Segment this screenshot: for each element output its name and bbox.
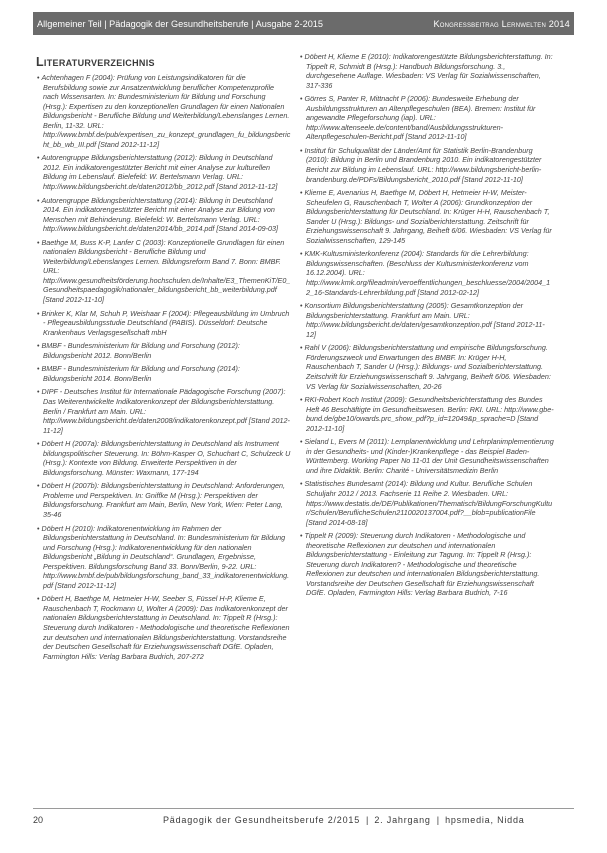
- reference-item: • Döbert H, Klieme E (2010): Indikatorengestützte Bildungsberichterstattung. In: Tippelt R, Schmidt B (Hrsg.): Handbuch Bildungsforschung. 3., durchgesehene Auflage. Wiesbaden: VS Verlag für Sozialwissenschaften, 317-336: [300, 52, 554, 90]
- header-left: Allgemeiner Teil | Pädagogik der Gesundheitsberufe | Ausgabe 2-2015: [37, 18, 324, 29]
- reference-item: • BMBF - Bundesministerium für Bildung und Forschung (2012): Bildungsbericht 2012. Bonn/Berlin: [37, 341, 291, 360]
- reference-item: • Döbert H (2007a): Bildungsberichterstattung in Deutschland als Instrument bildungspolitischer Steuerung. In: Böhm-Kasper O, Schuchart C, Schulzeck U (Hrsg.): Kontexte von Bildung. Erweiterte Perspektiven in der Bildungsforschung. Münster: Waxmann, 177-194: [37, 439, 291, 477]
- reference-item: • Institut für Schulqualität der Länder/Amt für Statistik Berlin-Brandenburg (2010): Bildung in Berlin und Brandenburg 2010. Ein indikatorengestützter Bericht zur Bildung im Lebenslauf. URL: http://www.bildungsbericht-berlin-brandenburg.de/PDFs/Bildungsbericht_2010.pdf [Stand 2012-11-10]: [300, 146, 554, 184]
- footer-separator: |: [366, 815, 369, 825]
- reference-item: • Klieme E, Avenarius H, Baethge M, Döbert H, Hetmeier H-W, Meister-Scheufelen G, Rauschenbach T, Wolter A (2006): Grundkonzeption der Bildungsberichterstattung für Deutschland. In: Krüger H-H, Rauschenbach T, Sander U (Hrsg.): Bildungs- und Sozialberichterstattung. Zeitschrift für Erziehungswissenschaft 9. Jahrgang, Beiheft 6/06. Wiesbaden: VS Verlag für Sozialwissenschaften, 129-145: [300, 188, 554, 245]
- reference-item: • BMBF - Bundesministerium für Bildung und Forschung (2014): Bildungsbericht 2014. Bonn/Berlin: [37, 364, 291, 383]
- reference-item: • Rahl V (2006): Bildungsberichterstattung und empirische Bildungsforschung. Förderungszweck und Erwartungen des BMBF. In: Krüger H-H, Rauschenbach T, Sander U (Hrsg.): Bildungs- und Sozialberichterstattung. Zeitschrift für Erziehungswissenschaft 9. Jahrgang, Beiheft 6/06. Wiesbaden: VS Verlag für Sozialwissenschaften, 20-26: [300, 343, 554, 391]
- references-left-column: [37, 73, 291, 665]
- section-title: Literaturverzeichnis: [36, 55, 155, 69]
- footer-separator: |: [436, 815, 440, 825]
- reference-item: • RKI-Robert Koch Institut (2009): Gesundheitsberichterstattung des Bundes Heft 46 Beschäftigte im Gesundheitswesen. Berlin: RKI. URL: http://www.gbe-bund.de/gbe10/owards.prc_show_pdf?p_id=12049&p_sprache=D [Stand 2012-11-10]: [300, 395, 554, 433]
- reference-item: • Autorengruppe Bildungsberichterstattung (2012): Bildung in Deutschland 2012. Ein indikatorengestützter Bericht mit einer Analyse zur kulturellen Bildung im Lebenslauf. Bielefeld: W. Bertelsmann Verlag. URL: http://www.bildungsbericht.de/daten2012/bb_2012.pdf [Stand 2012-11-12]: [37, 153, 291, 191]
- running-header: [33, 12, 574, 35]
- publisher-label: hpsmedia, Nidda: [445, 815, 525, 825]
- reference-item: • Döbert H (2010): Indikatorenentwicklung im Rahmen der Bildungsberichterstattung in Deutschland. In: Bundesministerium für Bildung und Forschung (Hrsg.): Indikatorenentwicklung für den nationalen Bildungsbericht „Bildung in Deutschland“. Grundlagen, Ergebnisse, Perspektiven. Bildungsforschung Band 33. Bonn/Berlin, 9-22. URL: http://www.bmbf.de/pub/bildungsforschung_band_33_indikatorenentwicklung.pdf [Stand 2012-11-12]: [37, 524, 291, 591]
- page-number: 20: [33, 815, 44, 825]
- reference-item: • Achtenhagen F (2004): Prüfung von Leistungsindikatoren für die Berufsbildung sowie zur Ansatzentwicklung beruflicher Kompetenzprofile nach Wissensarten. In: Bundesministerium für Bildung und Forschung (Hrsg.): Expertisen zu den konzeptionellen Grundlagen für einen Nationalen Bildungsbericht - Berufliche Bildung und Weiterbildung/Lebenslanges Lernen. Berlin, 11-32. URL: http://www.bmbf.de/pub/expertisen_zu_konzept_grundlagen_fu_bildungsbericht_bb_wb_III.pdf [Stand 2012-11-12]: [37, 73, 291, 149]
- reference-item: • DIPF - Deutsches Institut für Internationale Pädagogische Forschung (2007): Das Weiterentwickelte Indikatorenkonzept der Bildungsberichterstattung. Berlin / Frankfurt am Main. URL: http://www.bildungsbericht.de/daten2008/indikatorenkonzept.pdf [Stand 2012-11-12]: [37, 387, 291, 435]
- reference-item: • KMK-Kultusministerkonferenz (2004): Standards für die Lehrerbildung: Bildungswissenschaften. (Beschluss der Kultusministerkonferenz vom 16.12.2004). URL: http://www.kmk.org/fileadmin/veroeffentlichungen_beschluesse/2004/2004_12_16-Standards-Lehrerbildung.pdf [Stand 2012-02-12]: [300, 249, 554, 297]
- reference-item: • Baethge M, Buss K-P, Lanfer C (2003): Konzeptionelle Grundlagen für einen nationalen Bildungsbericht - Berufliche Bildung und Weiterbildung/Lebenslanges Lernen. Bildungsreform Band 7. Bonn: BMBF. URL: http://www.gesundheitsförderung.hochschulen.de/Inhalte/E3_ThemenKiT/E0_Gesundheitspaedagogik/nationaler_bildungsbericht_bb_weiterbildung.pdf [Stand 2012-11-10]: [37, 238, 291, 305]
- footer-divider: [33, 808, 574, 809]
- volume-label: 2. Jahrgang: [374, 815, 431, 825]
- reference-item: • Statistisches Bundesamt (2014): Bildung und Kultur. Berufliche Schulen Schuljahr 2012 / 2013. Fachserie 11 Reihe 2. Wiesbaden. URL: https://www.destatis.de/DE/Publikationen/Thematisch/BildungForschungKultur/Schulen/BeruflicheSchulen2110020137004.pdf?__blob=publicationFile [Stand 2014-08-18]: [300, 479, 554, 527]
- reference-item: • Döbert H (2007b): Bildungsberichterstattung in Deutschland: Anforderungen, Probleme und Perspektiven. In: Gniffke M (Hrsg.): Perspektiven der Bildungsforschung. Frankfurt am Main, Berlin, New York, Wien: Peter Lang, 35-46: [37, 481, 291, 519]
- running-footer: [33, 815, 574, 825]
- header-right: Kongressbeitrag Lernwelten 2014: [433, 18, 570, 29]
- reference-item: • Sieland L, Evers M (2011): Lernplanentwicklung und Lehrplanimplementierung in der Gesundheits- und (Kinder-)Krankenpflege - das Beispiel Baden-Württemberg. Working Paper No 11-01 der Unit Gesundheitswissenschaften und ihre Didaktik. Berlin: Charité - Universitätsmedizin Berlin: [300, 437, 554, 475]
- journal-name: Pädagogik der Gesundheitsberufe 2/2015: [163, 815, 361, 825]
- reference-item: • Brinker K, Klar M, Schuh P, Weishaar F (2004): Pflegeausbildung im Umbruch - Pflegeausbildungsstudie Deutschland (PABIS). Düsseldorf: Deutsche Krankenhaus Verlagsgesellschaft mbH: [37, 309, 291, 338]
- reference-item: • Autorengruppe Bildungsberichterstattung (2014): Bildung in Deutschland 2014. Ein indikatorengestützter Bericht mit einer Analyse zur Bildung von Menschen mit Behinderung. Bielefeld: W. Bertelsmann Verlag. URL: http://www.bildungsbericht.de/daten2014/bb_2014.pdf [Stand 2014-09-03]: [37, 196, 291, 234]
- references-right-column: [300, 52, 554, 602]
- reference-item: • Konsortium Bildungsberichterstattung (2005): Gesamtkonzeption der Bildungsberichterstattung. Frankfurt am Main. URL: http://www.bildungsbericht.de/daten/gesamtkonzeption.pdf [Stand 2012-11-12]: [300, 301, 554, 339]
- reference-item: • Döbert H, Baethge M, Hetmeier H-W, Seeber S, Füssel H-P, Klieme E, Rauschenbach T, Rockmann U, Wolter A (2009): Das Indikatorenkonzept der nationalen Bildungsberichterstattung in Deutschland. In: Tippelt R (Hrsg.): Steuerung durch Indikatoren - Methodologische und theoretische Reflexionen zur deutschen und internationalen Bildungsberichterstattung. Vorstandsreihe der Deutschen Gesellschaft für Erziehungswissenschaft DGfE. Opladen, Farmington Hills: Verlag Barbara Budrich, 207-272: [37, 594, 291, 661]
- reference-item: • Tippelt R (2009): Steuerung durch Indikatoren - Methodologische und theoretische Reflexionen zur deutschen und internationalen Bildungsberichterstattung - Einleitung zur Tagung. In: Tippelt R (Hrsg.): Steuerung durch Indikatoren? - Methodologische und theoretische Reflexionen zur deutschen und internationalen Bildungsberichterstattung. Vorstandsreihe der Deutschen Gesellschaft für Erziehungswissenschaft DGfE. Opladen, Farmington Hills: Verlag Barbara Budrich, 7-16: [300, 531, 554, 598]
- reference-item: • Görres S, Panter R, Mittnacht P (2006): Bundesweite Erhebung der Ausbildungsstrukturen an Altenpflegeschulen (BEA). Bremen: Institut für angewandte Pflegeforschung (iap). URL: http://www.altenseele.de/content/band/Ausbildungsstrukturen-Altenpflegeschulen-Bericht.pdf [Stand 2012-11-10]: [300, 94, 554, 142]
